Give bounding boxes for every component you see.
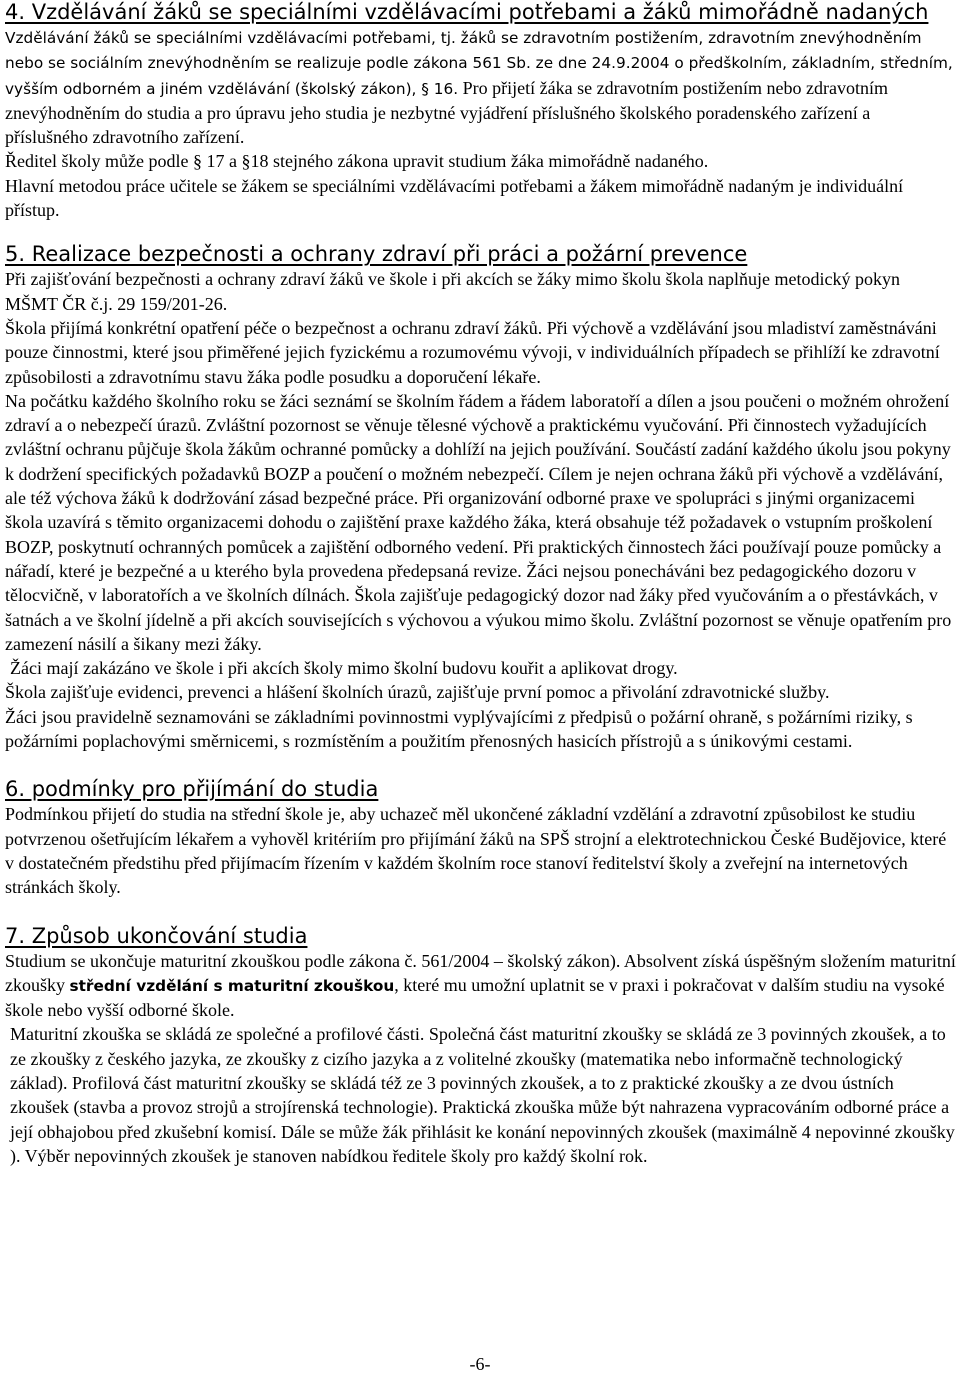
section-5-paragraph-3: Na počátku každého školního roku se žáci seznámí se školním řádem a řádem laboratoří a dílen a jsou poučeni o možném ohrožení zdraví a o nebezpečí úrazů. Zvláštní pozornost se věnuje tělesné výchově a praktickému vyučování. Při činnostech vyžadujících zvláštní ochranu půjčuje škola žákům ochranné pomůcky a dohlíží na jejich používání. Součástí zadání každého úkolu jsou pokyny k dodržení specifických požadavků BOZP a poučení o možném nebezpečí. Cílem je nejen ochrana žáků při výchově a vzdělávání, ale též výchova žáků k dodržování zásad bezpečné práce. Při organizování odborné praxe ve spolupráci s jinými organizacemi škola uzavírá s těmito organizacemi dohodu o zajištění praxe každého žáka, která obsahuje též požadavek o vstupním proškolení BOZP, poskytnutí ochranných pomůcek a zajištění odborného vedení. Při praktických činnostech žáci používají pouze pomůcky a nářadí, které je bezpečné a u kterého byla provedena předepsaná revize. Žáci nejsou ponecháváni bez pedagogického dozoru v tělocvičně, v laboratořích a ve školních dílnách. Škola zajišťuje pedagogický dozor nad žáky před vyučováním a o přestávkách, v šatnách a ve školní jídelně a při akcích souvisejících s výchovou a výukou mimo školu. Zvláštní pozornost se věnuje opatřením pro zamezení násilí a šikany mezi žáky. bbox=[5, 390, 952, 654]
section-5-paragraph-1: Při zajišťování bezpečnosti a ochrany zdraví žáků ve škole i při akcích se žáky mimo školu škola naplňuje metodický pokyn MŠMT ČR č.j. 29 159/201-26. bbox=[5, 269, 900, 314]
section-4-paragraph-3: Hlavní metodou práce učitele se žákem se speciálními vzdělávacími potřebami a žákem mimořádně nadaným je individuální přístup. bbox=[5, 175, 904, 221]
bold-degree-text: střední vzdělání s maturitní zkouškou bbox=[69, 976, 395, 995]
section-7-heading: 7. Způsob ukončování studia bbox=[5, 923, 308, 948]
section-5-heading: 5. Realizace bezpečnosti a ochrany zdraví při práci a požární prevence bbox=[5, 242, 748, 267]
section-7-paragraph-2: Maturitní zkouška se skládá ze společné a profilové části. Společná část maturitní zkoušky se skládá ze 3 povinných zkoušek, a to ze zkoušky z českého jazyka, ze zkoušky z cizího jazyka a z volitelné zkoušky (matematika nebo informačně technologický základ). Profilová část maturitní zkoušky se skládá též ze 3 povinných zkoušek, a to z praktické zkoušky a ze dvou ústních zkoušek (stavba a provoz strojů a strojírenská technologie). Praktická zkouška může být nahrazena vypracováním odborné práce a její obhajobou před zkušební komisí. Dále se může žák přihlásit ke konání nepovinných zkoušek (maximálně 4 nepovinné zkoušky ). Výběr nepovinných zkoušek je stanoven nabídkou ředitele školy pro každý školní rok. bbox=[10, 1024, 955, 1166]
section-5-paragraph-5: Škola zajišťuje evidenci, prevenci a hlášení školních úrazů, zajišťuje první pomoc a přivolání zdravotnické služby. bbox=[5, 682, 830, 703]
section-5-paragraph-4: Žáci mají zakázáno ve škole i při akcích školy mimo školní budovu kouřit a aplikovat drogy. bbox=[10, 658, 678, 679]
section-5-paragraph-2: Škola přijímá konkrétní opatření péče o bezpečnost a ochranu zdraví žáků. Při výchově a vzdělávání jsou mladiství zaměstnáváni pouze činnostmi, které jsou přiměřené jejich fyzickému a rozumovému vývoji, v individuálních případech se přihlíží ke zdravotní způsobilosti a zdravotnímu stavu žáka podle posudku a doporučení lékaře. bbox=[5, 317, 940, 387]
section-4-heading: 4. Vzdělávání žáků se speciálními vzdělávacími potřebami a žáků mimořádně nadaných bbox=[5, 0, 929, 24]
section-6-heading: 6. podmínky pro přijímání do studia bbox=[5, 777, 379, 802]
page-number: -6- bbox=[469, 1354, 491, 1374]
section-7-paragraph-1: Studium se ukončuje maturitní zkouškou podle zákona č. 561/2004 – školský zákon). Absolvent získá úspěšným složením maturitní zkoušky střední vzdělání s maturitní zkouškou, které mu umožní uplatnit se v praxi i pokračovat v dalším studiu na vysoké škole nebo vyšší odborné škole. bbox=[5, 950, 956, 1021]
section-4-paragraph-1: Vzdělávání žáků se speciálními vzdělávacími potřebami, tj. žáků se zdravotním postižením, zdravotním znevýhodněním nebo se sociálním znevýhodněním se realizuje podle zákona 561 Sb. ze dne 24.9.2004 o předškolním, základním, středním, vyšším odborném a jiném vzdělávání (školský zákon), § 16. Pro přijetí žáka se zdravotním postižením nebo zdravotním znevýhodněním do studia a pro úpravu jeho studia je nezbytné vyjádření příslušného školského poradenského zařízení a příslušného zdravotního zařízení. bbox=[5, 29, 953, 148]
section-5-paragraph-6: Žáci jsou pravidelně seznamováni se základními povinnostmi vyplývajícími z předpisů o požární ohraně, s požárními riziky, s požárními poplachovými směrnicemi, s rozmístěním a použitím přenosných hasicích přístrojů a s únikovými cestami. bbox=[5, 706, 913, 752]
document-page bbox=[5, 0, 957, 1168]
section-6-paragraph-1: Podmínkou přijetí do studia na střední škole je, aby uchazeč měl ukončené základní vzdělání a zdravotní způsobilost ke studiu potvrzenou ošetřujícím lékařem a vyhověl kritériím pro přijímání žáků na SPŠ strojní a elektrotechnickou České Budějovice, které v dostatečném předstihu před přijímacím řízením v každém školním roce stanoví ředitelství školy a zveřejní na internetových stránkách školy. bbox=[5, 804, 947, 898]
section-4-paragraph-2: Ředitel školy může podle § 17 a §18 stejného zákona upravit studium žáka mimořádně nadaného. bbox=[5, 151, 709, 172]
